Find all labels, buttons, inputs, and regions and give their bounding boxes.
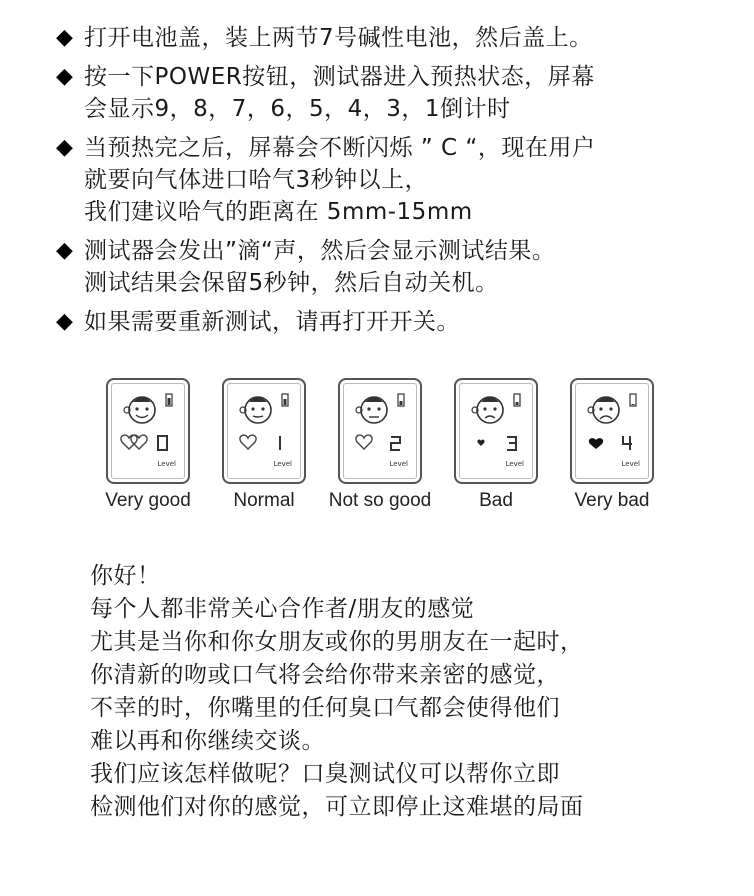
level-caption: Level [273, 460, 292, 468]
step-text: 测试器会发出”滴“声，然后会显示测试结果。 [84, 238, 556, 264]
worried-face-icon [340, 380, 420, 482]
step-text: 如果需要重新测试，请再打开开关。 [84, 309, 460, 335]
step-text: 我们建议哈气的距离在 5mm-15mm [84, 199, 473, 225]
message-line: 难以再和你继续交谈。 [90, 728, 325, 754]
smile-face-icon [224, 380, 304, 482]
message-line: 不幸的时，你嘴里的任何臭口气都会使得他们 [90, 695, 560, 721]
instruction-step [56, 22, 716, 54]
diamond-bullet-icon: ◆ [56, 25, 73, 50]
device-bad [438, 378, 554, 512]
level-caption: Level [505, 460, 524, 468]
level-caption: Level [389, 460, 408, 468]
level-caption: Level [621, 460, 640, 468]
device-label: Very bad [574, 490, 650, 511]
device-screen [338, 378, 422, 484]
device-label: Very good [105, 490, 191, 511]
step-text: 当预热完之后，屏幕会不断闪烁 ” C “，现在用户 [84, 135, 596, 161]
device-very-bad [554, 378, 670, 512]
device-label: Not so good [328, 490, 432, 511]
sad-face-icon [456, 380, 536, 482]
intro-message [90, 560, 710, 824]
message-line: 检测他们对你的感觉，可立即停止这难堪的局面 [90, 794, 584, 820]
message-line: 你清新的吻或口气将会给你带来亲密的感觉， [90, 662, 560, 688]
instruction-step [56, 132, 716, 228]
step-text: 测试结果会保留5秒钟，然后自动关机。 [84, 270, 499, 296]
instructions-list [56, 22, 716, 345]
device-screen [570, 378, 654, 484]
diamond-bullet-icon: ◆ [56, 238, 73, 263]
step-text: 会显示9，8，7，6，5，4，3，1倒计时 [84, 96, 511, 122]
step-text: 按一下POWER按钮，测试器进入预热状态，屏幕 [84, 64, 595, 90]
device-screen [454, 378, 538, 484]
device-label: Normal [233, 490, 295, 511]
message-line: 你好！ [90, 563, 161, 589]
device-label: Bad [479, 490, 513, 511]
diamond-bullet-icon: ◆ [56, 135, 73, 160]
device-very-good [90, 378, 206, 512]
message-line: 我们应该怎样做呢？口臭测试仪可以帮你立即 [90, 761, 560, 787]
diamond-bullet-icon: ◆ [56, 309, 73, 334]
device-normal [206, 378, 322, 512]
happy-face-icon [108, 380, 188, 482]
device-level-chart [90, 378, 670, 518]
device-not-so-good [322, 378, 438, 512]
level-caption: Level [157, 460, 176, 468]
step-text: 打开电池盖，装上两节7号碱性电池，然后盖上。 [84, 25, 593, 51]
device-screen [222, 378, 306, 484]
unhappy-face-icon [572, 380, 652, 482]
step-text: 就要向气体进口哈气3秒钟以上， [84, 167, 429, 193]
instruction-step [56, 306, 716, 338]
message-line: 尤其是当你和你女朋友或你的男朋友在一起时， [90, 629, 584, 655]
message-line: 每个人都非常关心合作者/朋友的感觉 [90, 596, 475, 622]
instruction-step [56, 61, 716, 125]
diamond-bullet-icon: ◆ [56, 64, 73, 89]
instruction-step [56, 235, 716, 299]
device-screen [106, 378, 190, 484]
